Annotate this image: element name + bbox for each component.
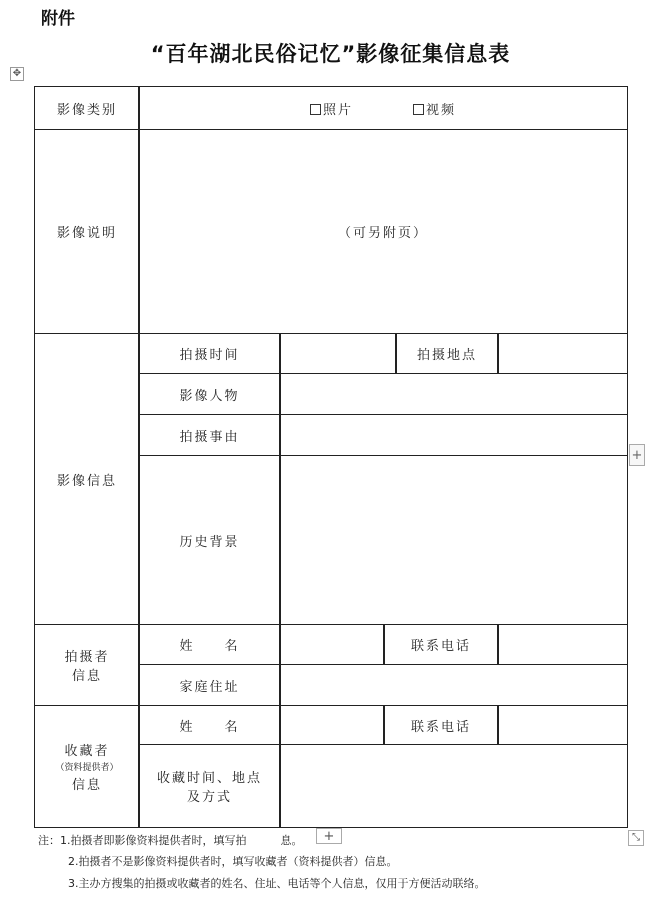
add-column-icon[interactable]: + — [629, 444, 645, 466]
photographer-address-input[interactable] — [279, 664, 628, 706]
attachment-label: 附件 — [41, 9, 75, 29]
photographer-address-label: 家庭住址 — [138, 664, 281, 706]
video-checkbox-icon[interactable] — [413, 104, 424, 115]
collector-name-input[interactable] — [279, 705, 385, 745]
background-label: 历史背景 — [138, 455, 281, 625]
page-title: “百年湖北民俗记忆”影像征集信息表 — [150, 42, 511, 66]
move-handle-icon[interactable]: ✥ — [10, 67, 24, 81]
background-input[interactable] — [279, 455, 628, 625]
description-input-cell[interactable]: （可另附页） — [138, 129, 628, 334]
resize-table-icon[interactable]: ⤡ — [628, 830, 644, 846]
collector-label-cell: 收藏者（资料提供者） 信息 — [34, 705, 140, 828]
image-info-label-cell: 影像信息 — [34, 333, 140, 625]
description-label-cell: 影像说明 — [34, 129, 140, 334]
reason-input[interactable] — [279, 414, 628, 456]
collect-detail-input[interactable] — [279, 744, 628, 828]
note-3: 3.主办方搜集的拍摄或收藏者的姓名、住址、电话等个人信息，仅用于方便活动联络。 — [68, 877, 486, 890]
video-option[interactable]: 视频 — [413, 99, 456, 118]
photographer-name-label: 姓 名 — [138, 624, 281, 665]
shoot-location-label: 拍摄地点 — [395, 333, 499, 374]
collect-detail-label: 收藏时间、地点 及方式 — [138, 744, 281, 828]
note-2: 2.拍摄者不是影像资料提供者时，填写收藏者（资料提供者）信息。 — [68, 855, 398, 868]
shoot-location-input[interactable] — [497, 333, 628, 374]
people-label: 影像人物 — [138, 373, 281, 415]
photographer-phone-label: 联系电话 — [383, 624, 499, 665]
add-row-icon[interactable]: + — [316, 828, 342, 844]
category-options-cell — [138, 86, 628, 130]
collector-phone-label: 联系电话 — [383, 705, 499, 745]
photo-checkbox-icon[interactable] — [310, 104, 321, 115]
note-1: 注：1.拍摄者即影像资料提供者时，填写拍 息。 — [38, 834, 303, 847]
photographer-name-input[interactable] — [279, 624, 385, 665]
photographer-label-cell: 拍摄者 信息 — [34, 624, 140, 706]
photo-option[interactable]: 照片 — [310, 99, 353, 118]
people-input[interactable] — [279, 373, 628, 415]
shoot-time-label: 拍摄时间 — [138, 333, 281, 374]
collector-phone-input[interactable] — [497, 705, 628, 745]
collector-name-label: 姓 名 — [138, 705, 281, 745]
category-label-cell: 影像类别 — [34, 86, 140, 130]
photographer-phone-input[interactable] — [497, 624, 628, 665]
reason-label: 拍摄事由 — [138, 414, 281, 456]
shoot-time-input[interactable] — [279, 333, 397, 374]
